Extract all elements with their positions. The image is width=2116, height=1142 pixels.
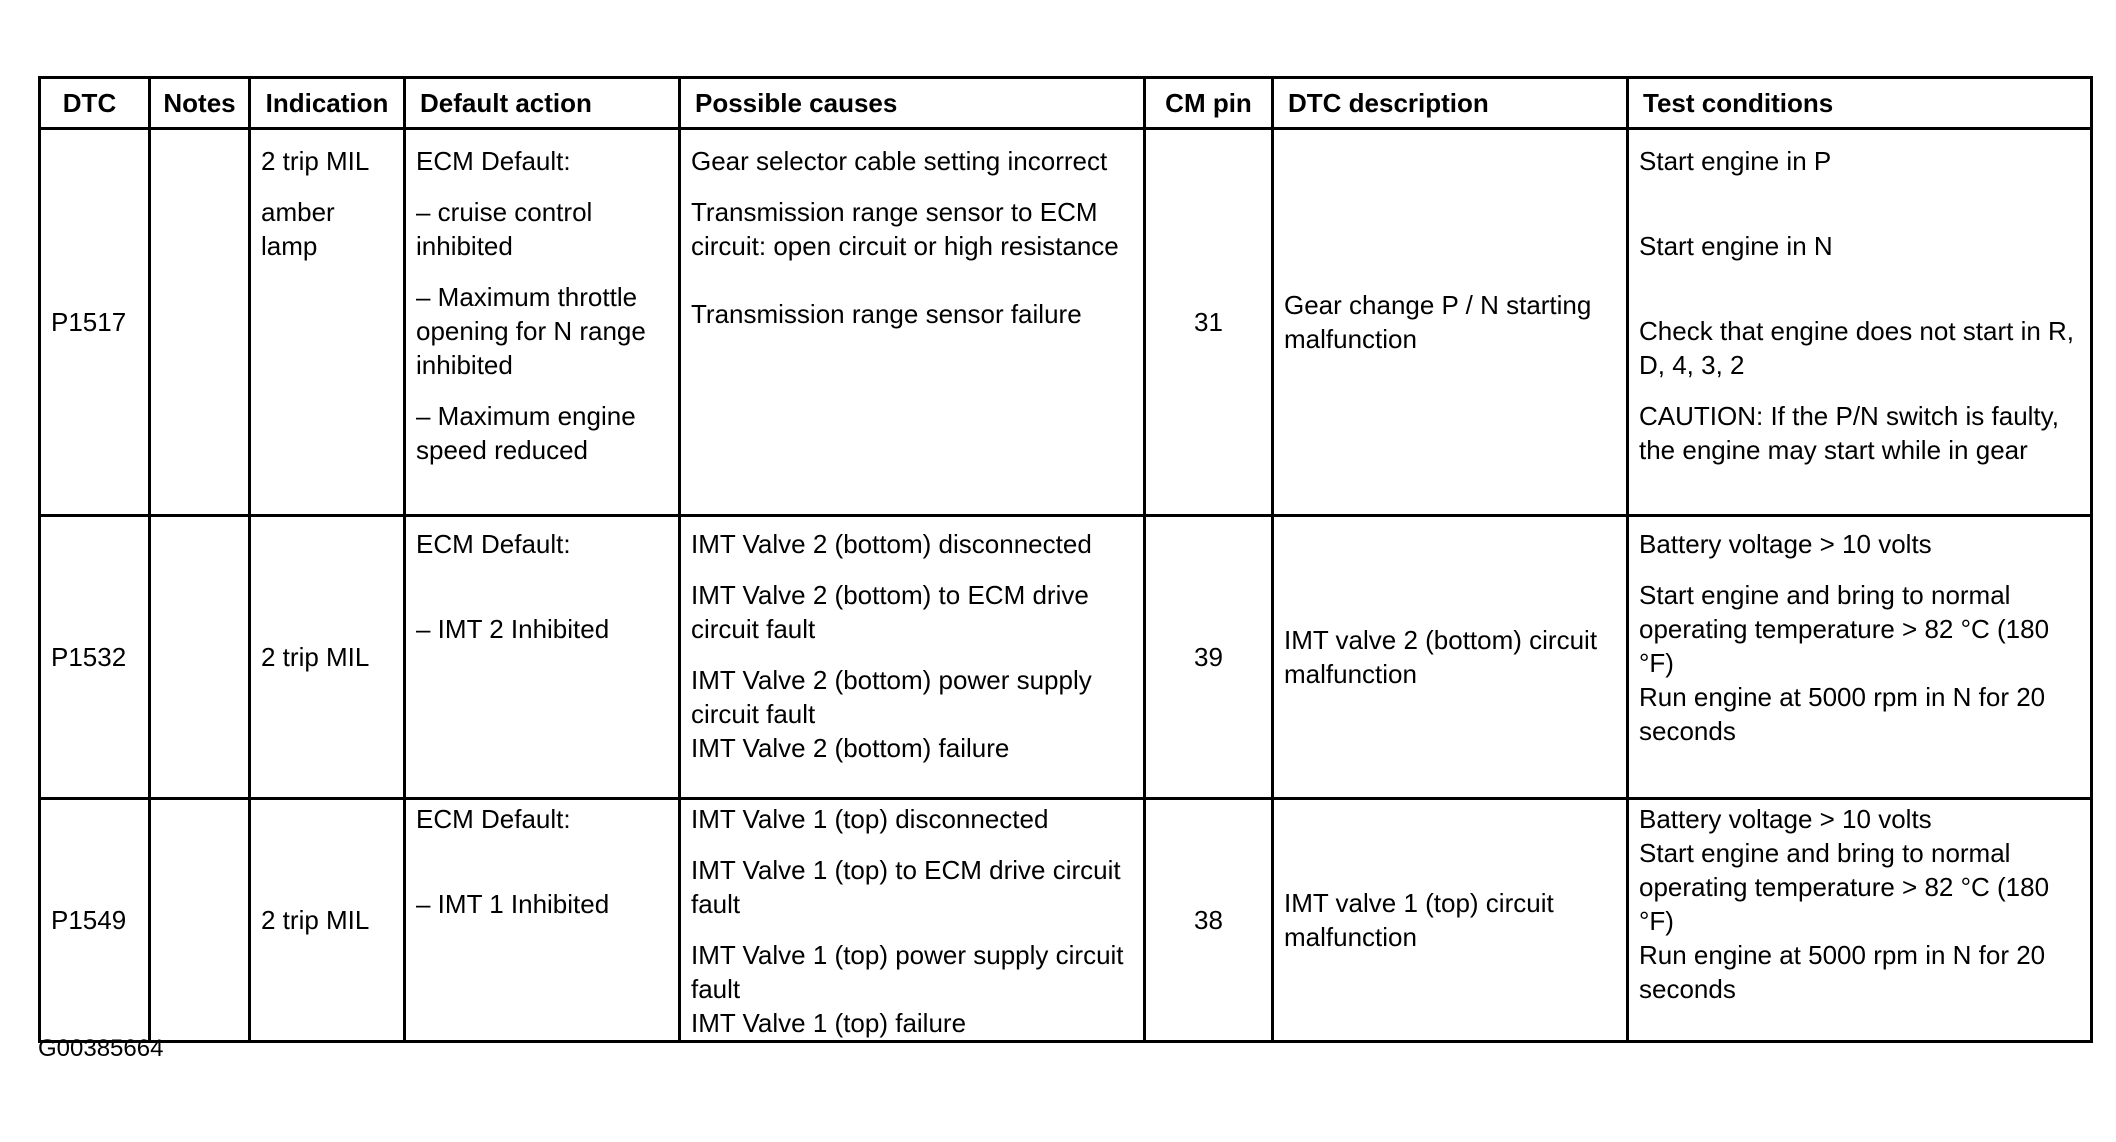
test-condition-item: Start engine and bring to normal operating temperature > 82 °C (180 °F): [1639, 580, 2050, 678]
default-action-item: – cruise control inhibited: [416, 197, 593, 261]
table-row: [40, 799, 2092, 1042]
possible-causes-cell: [680, 799, 1145, 1042]
default-action-item: – IMT 1 Inhibited: [416, 889, 610, 919]
test-conditions-cell: [1628, 516, 2092, 799]
test-condition-item: Start engine and bring to normal operating temperature > 82 °C (180 °F): [1639, 838, 2050, 936]
indication-item: 2 trip MIL: [261, 642, 370, 672]
test-conditions-cell: [1628, 799, 2092, 1042]
test-condition-item: Run engine at 5000 rpm in N for 20 seconds: [1639, 940, 2046, 1004]
table-row: [40, 516, 2092, 799]
possible-cause-item: IMT Valve 2 (bottom) power supply circuit fault: [691, 665, 1092, 729]
default-action-item: ECM Default:: [416, 804, 571, 834]
header-indication: Indication: [250, 78, 405, 129]
possible-cause-item: IMT Valve 2 (bottom) to ECM drive circuit fault: [691, 580, 1089, 644]
default-action-item: – Maximum engine speed reduced: [416, 401, 636, 465]
header-possible-causes: Possible causes: [680, 78, 1145, 129]
figure-id: G00385664: [38, 1035, 164, 1062]
dtc-description-cell: IMT valve 2 (bottom) circuit malfunction: [1273, 516, 1628, 799]
indication-item: amber lamp: [261, 197, 335, 261]
possible-cause-item: IMT Valve 2 (bottom) failure: [691, 733, 1010, 763]
default-action-item: ECM Default:: [416, 529, 571, 559]
notes-cell: [150, 516, 250, 799]
header-cm-pin: CM pin: [1145, 78, 1273, 129]
dtc-description-cell: Gear change P / N starting malfunction: [1273, 129, 1628, 516]
test-condition-item: Battery voltage > 10 volts: [1639, 529, 1932, 559]
indication-cell: [250, 799, 405, 1042]
header-dtc-description: DTC description: [1273, 78, 1628, 129]
possible-cause-item: IMT Valve 2 (bottom) disconnected: [691, 529, 1092, 559]
possible-cause-item: IMT Valve 1 (top) failure: [691, 1008, 967, 1038]
header-dtc: DTC: [40, 78, 150, 129]
possible-causes-cell: [680, 129, 1145, 516]
possible-cause-item: Gear selector cable setting incorrect: [691, 146, 1108, 176]
dtc-code: P1532: [40, 516, 150, 799]
test-condition-item: Run engine at 5000 rpm in N for 20 seconds: [1639, 682, 2046, 746]
cm-pin-cell: 38: [1145, 799, 1273, 1042]
possible-cause-item: Transmission range sensor to ECM circuit: open circuit or high resistance: [691, 197, 1119, 261]
header-default-action: Default action: [405, 78, 680, 129]
header-notes: Notes: [150, 78, 250, 129]
cm-pin-cell: 31: [1145, 129, 1273, 516]
test-condition-item: CAUTION: If the P/N switch is faulty, the engine may start while in gear: [1639, 401, 2059, 465]
default-action-cell: [405, 129, 680, 516]
default-action-item: – Maximum throttle opening for N range inhibited: [416, 282, 646, 380]
test-condition-item: Start engine in P: [1639, 146, 1832, 176]
possible-cause-item: IMT Valve 1 (top) power supply circuit fault: [691, 940, 1124, 1004]
dtc-code: P1549: [40, 799, 150, 1042]
table-row: [40, 129, 2092, 516]
default-action-cell: [405, 516, 680, 799]
dtc-table: [38, 76, 2093, 1043]
header-row: [40, 78, 2092, 129]
indication-cell: [250, 516, 405, 799]
indication-item: 2 trip MIL: [261, 905, 370, 935]
test-condition-item: Start engine in N: [1639, 231, 1833, 261]
possible-cause-item: IMT Valve 1 (top) to ECM drive circuit fault: [691, 855, 1121, 919]
possible-causes-cell: [680, 516, 1145, 799]
possible-cause-item: IMT Valve 1 (top) disconnected: [691, 804, 1049, 834]
dtc-code: P1517: [40, 129, 150, 516]
header-test-conditions: Test conditions: [1628, 78, 2092, 129]
dtc-description-cell: IMT valve 1 (top) circuit malfunction: [1273, 799, 1628, 1042]
test-conditions-cell: [1628, 129, 2092, 516]
default-action-cell: [405, 799, 680, 1042]
cm-pin-cell: 39: [1145, 516, 1273, 799]
notes-cell: [150, 129, 250, 516]
possible-cause-item: Transmission range sensor failure: [691, 299, 1082, 329]
indication-cell: [250, 129, 405, 516]
test-condition-item: Check that engine does not start in R, D, 4, 3, 2: [1639, 316, 2075, 380]
indication-item: 2 trip MIL: [261, 146, 370, 176]
default-action-item: ECM Default:: [416, 146, 571, 176]
notes-cell: [150, 799, 250, 1042]
test-condition-item: Battery voltage > 10 volts: [1639, 804, 1932, 834]
default-action-item: – IMT 2 Inhibited: [416, 614, 610, 644]
